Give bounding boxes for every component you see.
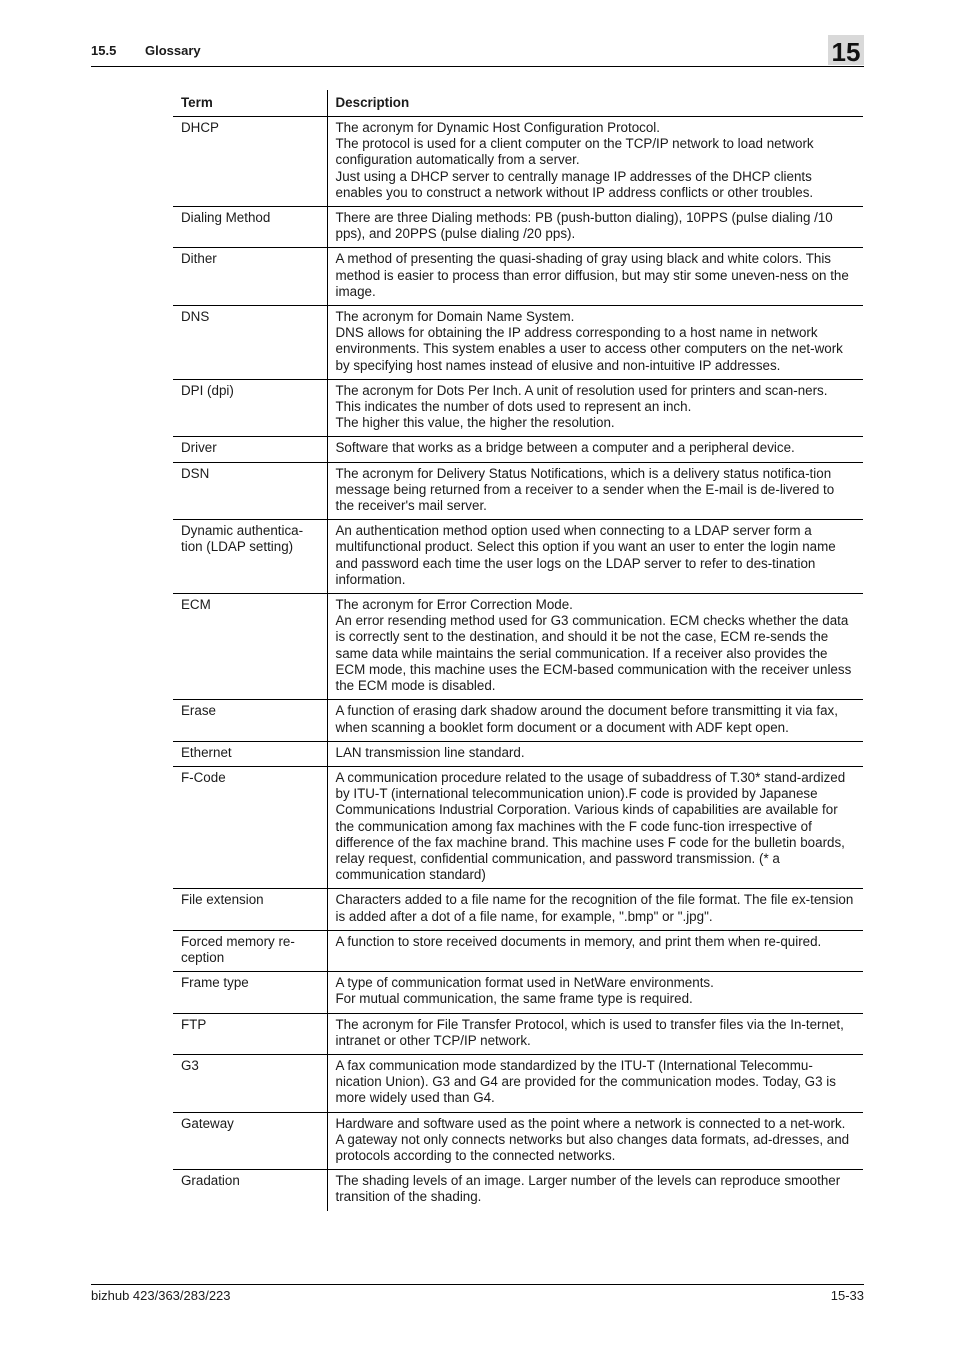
description-cell: The acronym for Domain Name System. DNS allows for obtaining the IP address corresponding to a host name in network environments. This system enables a user to access other computers on the net-work by specifying host names instead of elusive and non-intuitive IP addresses. xyxy=(327,306,863,380)
table-row xyxy=(173,1170,863,1211)
table-row xyxy=(173,248,863,306)
term-cell: ECM xyxy=(173,594,327,700)
table-row xyxy=(173,1013,863,1054)
description-cell: LAN transmission line standard. xyxy=(327,741,863,766)
table-row xyxy=(173,306,863,380)
table-row xyxy=(173,1054,863,1112)
table-row xyxy=(173,889,863,930)
page-header xyxy=(91,38,864,67)
term-cell: Gradation xyxy=(173,1170,327,1211)
column-header-description: Description xyxy=(327,90,863,117)
description-cell: A communication procedure related to the usage of subaddress of T.30* stand-ardized by ITU-T (international telecommunication union).F code is provided by Japanese Communications Industrial Corporation. Various kinds of capabilities are available for the communication among fax machines with the F code func-tion irrespective of difference of the fax machine brand. This machine uses F code for the bulletin boards, relay request, confidential communication, and password transmission. (* a communication standard) xyxy=(327,766,863,888)
term-cell: G3 xyxy=(173,1054,327,1112)
term-cell: Frame type xyxy=(173,972,327,1013)
description-cell: The acronym for Delivery Status Notifications, which is a delivery status notifica-tion message being returned from a receiver to a sender when the E-mail is de-livered to the receiver's mail server. xyxy=(327,462,863,520)
section-title: Glossary xyxy=(145,43,201,58)
description-cell: Characters added to a file name for the recognition of the file format. The file ex-tension is added after a dot of a file name, for example, ".bmp" or ".jpg". xyxy=(327,889,863,930)
term-cell: DPI (dpi) xyxy=(173,379,327,437)
product-name: bizhub 423/363/283/223 xyxy=(91,1288,231,1303)
term-cell: FTP xyxy=(173,1013,327,1054)
term-cell: Dialing Method xyxy=(173,207,327,248)
term-cell: File extension xyxy=(173,889,327,930)
description-cell: A type of communication format used in NetWare environments. For mutual communication, the same frame type is required. xyxy=(327,972,863,1013)
term-cell: DSN xyxy=(173,462,327,520)
table-row xyxy=(173,117,863,207)
term-cell: F-Code xyxy=(173,766,327,888)
term-cell: Dither xyxy=(173,248,327,306)
page-number: 15-33 xyxy=(830,1288,864,1303)
term-cell: Forced memory re-ception xyxy=(173,930,327,971)
table-row xyxy=(173,437,863,462)
table-row xyxy=(173,379,863,437)
description-cell: There are three Dialing methods: PB (push-button dialing), 10PPS (pulse dialing /10 pps), and 20PPS (pulse dialing /20 pps). xyxy=(327,207,863,248)
table-row xyxy=(173,741,863,766)
description-cell: The shading levels of an image. Larger number of the levels can reproduce smoother transition of the shading. xyxy=(335,1173,841,1205)
table-row xyxy=(173,594,863,700)
description-cell: A fax communication mode standardized by the ITU-T (International Telecommu-nication Union). G3 and G4 are provided for the communication modes. Today, G3 is more widely used than G4. xyxy=(327,1054,863,1112)
term-cell: DHCP xyxy=(173,117,327,207)
description-cell: Hardware and software used as the point where a network is connected to a net-work. A gateway not only connects networks but also changes data formats, ad-dresses, and protocols according to the connected networks. xyxy=(327,1112,863,1170)
table-row xyxy=(173,700,863,741)
term-cell: Driver xyxy=(173,437,327,462)
description-cell: The acronym for File Transfer Protocol, which is used to transfer files via the In-ternet, intranet or other TCP/IP network. xyxy=(327,1013,863,1054)
description-cell: A function to store received documents in memory, and print them when re-quired. xyxy=(327,930,863,971)
table-row xyxy=(173,207,863,248)
column-header-term: Term xyxy=(173,90,327,117)
section-number: 15.5 xyxy=(91,43,117,58)
term-cell: DNS xyxy=(173,306,327,380)
table-row xyxy=(173,766,863,888)
term-cell: Erase xyxy=(173,700,327,741)
page-footer xyxy=(91,1284,864,1307)
chapter-badge: 15 xyxy=(828,35,864,65)
term-cell: Dynamic authentica-tion (LDAP setting) xyxy=(173,520,327,594)
table-row xyxy=(173,930,863,971)
table-header-row xyxy=(173,90,863,117)
description-cell: The acronym for Error Correction Mode. An error resending method used for G3 communication. ECM checks whether the data is correctly sent to the destination, and should it be not the case, ECM re-sends the same data while maintains the serial communication. If a receiver also provides the ECM mode, this machine uses the ECM-based communication with the receiver unless the ECM mode is disabled. xyxy=(327,594,863,700)
table-row xyxy=(173,1112,863,1170)
description-cell: The acronym for Dots Per Inch. A unit of resolution used for printers and scan-ners. This indicates the number of dots used to represent an inch. The higher this value, the higher the resolution. xyxy=(327,379,863,437)
description-cell: A function of erasing dark shadow around the document before transmitting it via fax, when scanning a booklet form document or a document with ADF kept open. xyxy=(327,700,863,741)
table-row xyxy=(173,520,863,594)
table-row xyxy=(173,462,863,520)
table-row xyxy=(173,972,863,1013)
description-cell: An authentication method option used when connecting to a LDAP server form a multifunctional product. Select this option if you want an user to enter the login name and password each time the user logs on the LDAP server to refer to des-tination information. xyxy=(327,520,863,594)
term-cell: Gateway xyxy=(173,1112,327,1170)
description-cell: The acronym for Dynamic Host Configuration Protocol. The protocol is used for a client computer on the TCP/IP network to load network configuration automatically from a server. Just using a DHCP server to centrally manage IP addresses of the DHCP clients enables you to construct a network without IP address conflicts or other troubles. xyxy=(327,117,863,207)
glossary-table xyxy=(173,90,863,1211)
description-cell: A method of presenting the quasi-shading of gray using black and white colors. This method is easier to process than error diffusion, but may stir some uneven-ness on the image. xyxy=(327,248,863,306)
description-cell: Software that works as a bridge between a computer and a peripheral device. xyxy=(327,437,863,462)
term-cell: Ethernet xyxy=(173,741,327,766)
